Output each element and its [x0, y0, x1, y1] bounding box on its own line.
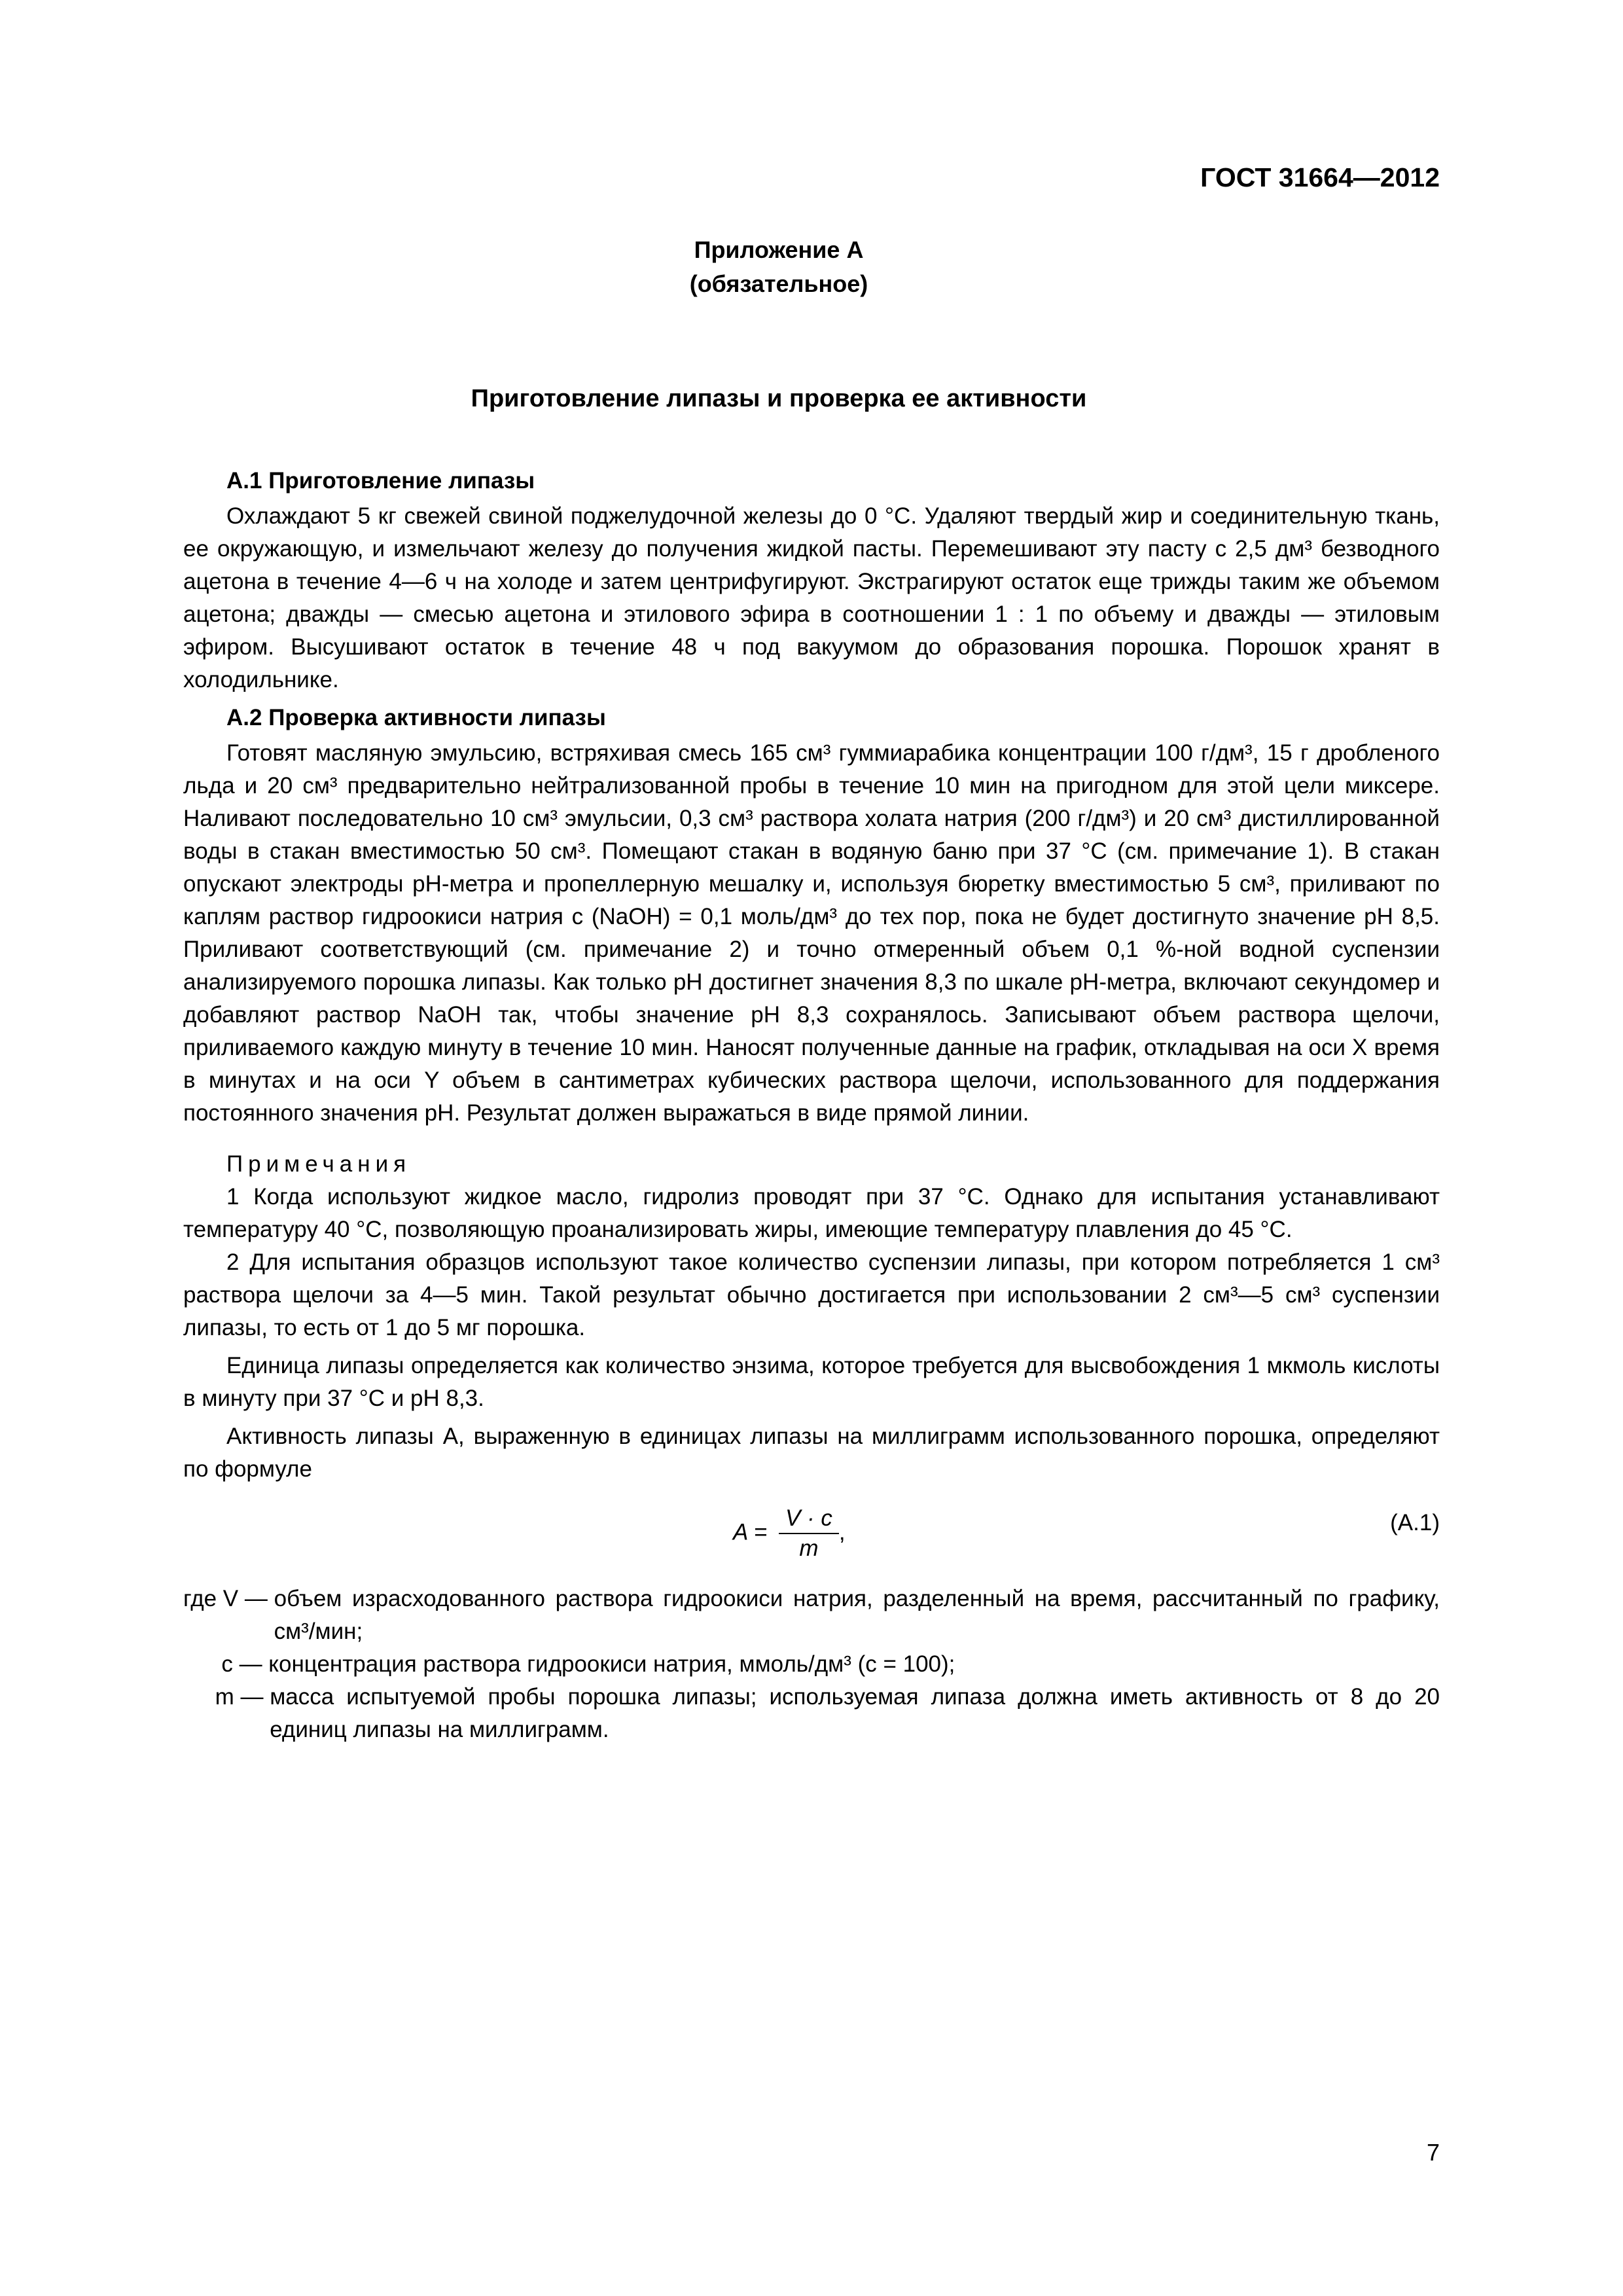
page-number: 7 [1426, 2139, 1440, 2166]
annex-heading [0, 233, 1558, 301]
formula-number: (А.1) [1390, 1510, 1440, 1535]
where-item-m [183, 1681, 1440, 1746]
where-item-c [183, 1648, 1440, 1681]
where-item-v [183, 1583, 1440, 1648]
activity-intro: Активность липазы А, выраженную в единицах липазы на миллиграмм использованного порошка, определяют по формуле [183, 1424, 1440, 1482]
where-list [183, 1583, 1440, 1746]
formula-a1 [733, 1504, 846, 1563]
where-symbol: где V — [183, 1586, 274, 1611]
standard-code: ГОСТ 31664—2012 [1200, 162, 1440, 192]
note-2: 2 Для испытания образцов используют такое количество суспензии липазы, при котором потребляется 1 см³ раствора щелочи за 4—5 мин. Такой результат обычно достигается при использовании 2 см³—5 см³ суспензии липазы, то есть от 1 до 5 мг порошка. [183, 1249, 1440, 1340]
notes-title: Примечания [226, 1151, 412, 1177]
formula-comma: , [838, 1519, 846, 1545]
a1-heading: А.1 Приготовление липазы [226, 468, 535, 493]
where-definition: концентрация раствора гидроокиси натрия, ммоль/дм³ (с = 100); [268, 1651, 955, 1677]
annex-title: Приложение А [694, 236, 864, 263]
unit-definition: Единица липазы определяется как количество энзима, которое требуется для высвобождения 1 мкмоль кислоты в минуту при 37 °С и pH 8,3. [183, 1353, 1440, 1411]
where-definition: объем израсходованного раствора гидроокиси натрия, разделенный на время, рассчитанный по графику, см³/мин; [274, 1586, 1440, 1644]
where-definition: масса испытуемой пробы порошка липазы; используемая липаза должна иметь активность от 8 до 20 единиц липазы на миллиграмм. [270, 1684, 1440, 1742]
where-symbol: m — [183, 1684, 270, 1710]
document-body [183, 459, 1440, 1746]
a2-paragraph: Готовят масляную эмульсию, встряхивая смесь 165 см³ гуммиарабика концентрации 100 г/дм³, 15 г дробленого льда и 20 см³ предварительно нейтрализованной пробы в течение 10 мин на пригодном для этой цели миксере. Наливают последовательно 10 см³ эмульсии, 0,3 см³ раствора холата натрия (200 г/дм³) и 20 см³ дистиллированной воды в стакан вместимостью 50 см³. Помещают стакан в водяную баню при 37 °С (см. примечание 1). В стакан опускают электроды pH-метра и пропеллерную мешалку и, используя бюретку вместимостью 5 см³, приливают по каплям раствор гидроокиси натрия с (NaOH) = 0,1 моль/дм³ до тех пор, пока не будет достигнуто значение pH 8,5. Приливают соответствующий (см. примечание 2) и точно отмеренный объем 0,1 %-ной водной суспензии анализируемого порошка липазы. Как только pH достигнет значения 8,3 по шкале pH-метра, включают секундомер и добавляют раствор NaOH так, чтобы значение pH 8,3 сохранялось. Записывают объем раствора щелочи, приливаемого каждую минуту в течение 10 мин. Наносят полученные данные на график, откладывая на оси X время в минутах и на оси Y объем в сантиметрах кубических раствора щелочи, использованного для поддержания постоянного значения pH. Результат должен выражаться в виде прямой линии. [183, 740, 1440, 1126]
section-title: Приготовление липазы и проверка ее активности [471, 385, 1087, 412]
formula-block [183, 1492, 1440, 1571]
where-symbol: c — [183, 1651, 269, 1677]
annex-status: (обязательное) [689, 270, 868, 297]
note-1: 1 Когда используют жидкое масло, гидролиз проводят при 37 °С. Однако для испытания устанавливают температуру 40 °С, позволяющую проанализировать жиры, имеющие температуру плавления до 45 °С. [183, 1184, 1440, 1242]
a1-paragraph: Охлаждают 5 кг свежей свиной поджелудочной железы до 0 °С. Удаляют твердый жир и соединительную ткань, ее окружающую, и измельчают железу до получения жидкой пасты. Перемешивают эту пасту с 2,5 дм³ безводного ацетона в течение 4—6 ч на холоде и затем центрифугируют. Экстрагируют остаток еще трижды таким же объемом ацетона; дважды — смесью ацетона и этилового эфира в соотношении 1 : 1 по объему и дважды — этиловым эфиром. Высушивают остаток в течение 48 ч под вакуумом до образования порошка. Порошок хранят в холодильнике. [183, 503, 1440, 692]
formula-denominator: m [799, 1535, 819, 1561]
formula-lhs: A = [733, 1519, 768, 1545]
formula-numerator: V · c [779, 1504, 839, 1534]
formula-fraction [779, 1504, 839, 1563]
a2-heading: А.2 Проверка активности липазы [226, 705, 606, 730]
